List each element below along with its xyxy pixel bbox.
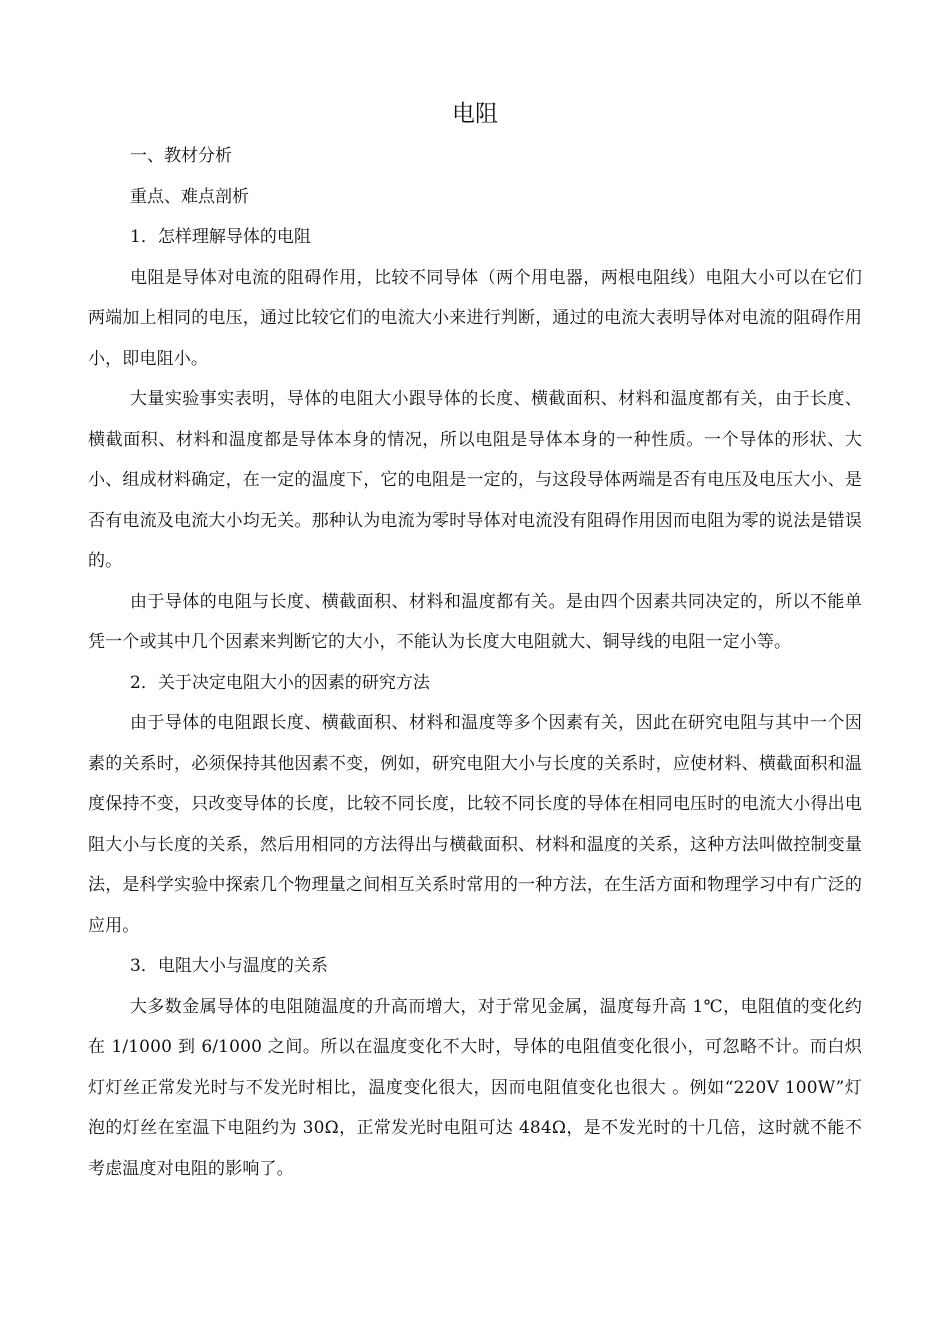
document-page bbox=[88, 96, 862, 1189]
paragraph-1-1: 电阻是导体对电流的阻碍作用，比较不同导体（两个用电器，两根电阻线）电阻大小可以在它们两端加上相同的电压，通过比较它们的电流大小来进行判断，通过的电流大表明导体对电流的阻碍作用小，即电阻小。 bbox=[88, 267, 862, 369]
paragraph-2-1: 由于导体的电阻跟长度、横截面积、材料和温度等多个因素有关，因此在研究电阻与其中一个因素的关系时，必须保持其他因素不变，例如，研究电阻大小与长度的关系时，应使材料、横截面积和温度保持不变，只改变导体的长度，比较不同长度，比较不同长度的导体在相同电压时的电流大小得出电阻大小与长度的关系，然后用相同的方法得出与横截面积、材料和温度的关系，这种方法叫做控制变量法，是科学实验中探索几个物理量之间相互关系时常用的一种方法，在生活方面和物理学习中有广泛的应用。 bbox=[88, 713, 862, 936]
paragraph-1-3: 由于导体的电阻与长度、横截面积、材料和温度都有关。是由四个因素共同决定的，所以不能单凭一个或其中几个因素来判断它的大小，不能认为长度大电阻就大、铜导线的电阻一定小等。 bbox=[88, 591, 862, 652]
section-heading-analysis: 一、教材分析 bbox=[130, 146, 232, 166]
page-title: 电阻 bbox=[452, 101, 498, 127]
subsection-heading-3: 3．电阻大小与温度的关系 bbox=[130, 956, 328, 976]
subsection-heading-2: 2．关于决定电阻大小的因素的研究方法 bbox=[130, 672, 430, 693]
section-heading-focus: 重点、难点剖析 bbox=[130, 186, 249, 207]
paragraph-1-2: 大量实验事实表明，导体的电阻大小跟导体的长度、横截面积、材料和温度都有关，由于长度、横截面积、材料和温度都是导体本身的情况，所以电阻是导体本身的一种性质。一个导体的形状、大小、组成材料确定，在一定的温度下，它的电阻是一定的，与这段导体两端是否有电压及电压大小、是否有电流及电流大小均无关。那种认为电流为零时导体对电流没有阻碍作用因而电阻为零的说法是错误的。 bbox=[88, 389, 862, 571]
subsection-heading-1: 1．怎样理解导体的电阻 bbox=[130, 227, 311, 247]
paragraph-3-1: 大多数金属导体的电阻随温度的升高而增大，对于常见金属，温度每升高 1℃，电阻值的变化约在 1/1000 到 6/1000 之间。所以在温度变化不大时，导体的电阻值变化很小，可忽略不计。而白炽灯灯丝正常发光时与不发光时相比，温度变化很大，因而电阻值变化也很大 。例如“220V 100W”灯泡的灯丝在室温下电阻约为 30Ω，正常发光时电阻可达 484Ω，是不发光时的十几倍，这时就不能不考虑温度对电阻的影响了。 bbox=[88, 996, 862, 1179]
